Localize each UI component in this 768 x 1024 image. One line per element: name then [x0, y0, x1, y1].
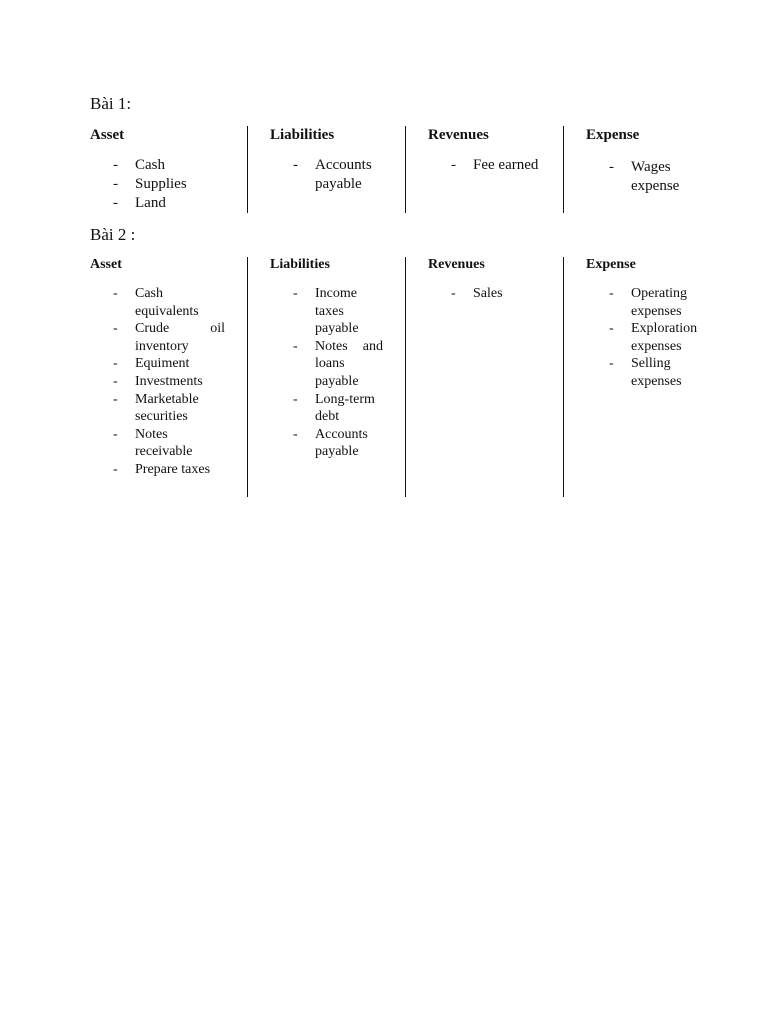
- column-header-liabilities: Liabilities: [270, 257, 330, 272]
- liabilities-list: [270, 285, 405, 461]
- section-2-expense-column: [564, 257, 722, 497]
- revenues-list: [428, 285, 563, 303]
- list-item: - Sales: [428, 285, 563, 303]
- list-item: - Fee earned: [428, 156, 563, 175]
- list-item: - Selling expenses: [586, 355, 722, 390]
- list-item: - Accounts payable: [270, 426, 405, 461]
- column-header-expense: Expense: [586, 127, 640, 143]
- liabilities-list: [270, 156, 405, 194]
- list-item: - Exploration expenses: [586, 320, 722, 355]
- list-item: - Wages expense: [586, 158, 722, 196]
- section-1-revenues-column: [406, 126, 564, 213]
- expense-list: [586, 285, 722, 391]
- section-2-asset-column: [90, 257, 248, 497]
- section-2-title: Bài 2 :: [90, 225, 136, 244]
- list-item: - Investments: [90, 373, 247, 391]
- section-2-liabilities-column: [248, 257, 406, 497]
- list-item: - Long-term debt: [270, 391, 405, 426]
- list-item: - Notes receivable: [90, 426, 247, 461]
- asset-list: [90, 285, 247, 479]
- column-header-revenues: Revenues: [428, 257, 485, 272]
- section-1-title: Bài 1:: [90, 94, 132, 113]
- list-item: - Prepare taxes: [90, 461, 247, 479]
- expense-list: [586, 158, 722, 196]
- list-item: - Land: [90, 194, 247, 213]
- column-header-liabilities: Liabilities: [270, 127, 335, 143]
- asset-list: [90, 156, 247, 213]
- list-item: - Operating expenses: [586, 285, 722, 320]
- section-1-liabilities-column: [248, 126, 406, 213]
- list-item: - Cash: [90, 156, 247, 175]
- section-1-asset-column: [90, 126, 248, 213]
- column-header-asset: Asset: [90, 257, 122, 272]
- list-item: - Cash equivalents: [90, 285, 247, 320]
- list-item: - Income taxes payable: [270, 285, 405, 338]
- section-2-revenues-column: [406, 257, 564, 497]
- list-item: - Accounts payable: [270, 156, 405, 194]
- section-2-table: [90, 257, 722, 497]
- section-1-expense-column: [564, 126, 722, 213]
- revenues-list: [428, 156, 563, 175]
- list-item: - Equiment: [90, 355, 247, 373]
- column-header-expense: Expense: [586, 257, 636, 272]
- list-item: - Supplies: [90, 175, 247, 194]
- list-item: - Crude oil inventory: [90, 320, 247, 355]
- list-item: - Marketable securities: [90, 391, 247, 426]
- column-header-asset: Asset: [90, 127, 125, 143]
- list-item: - Notes and loans payable: [270, 338, 405, 391]
- section-1-table: [90, 126, 722, 213]
- column-header-revenues: Revenues: [428, 127, 489, 143]
